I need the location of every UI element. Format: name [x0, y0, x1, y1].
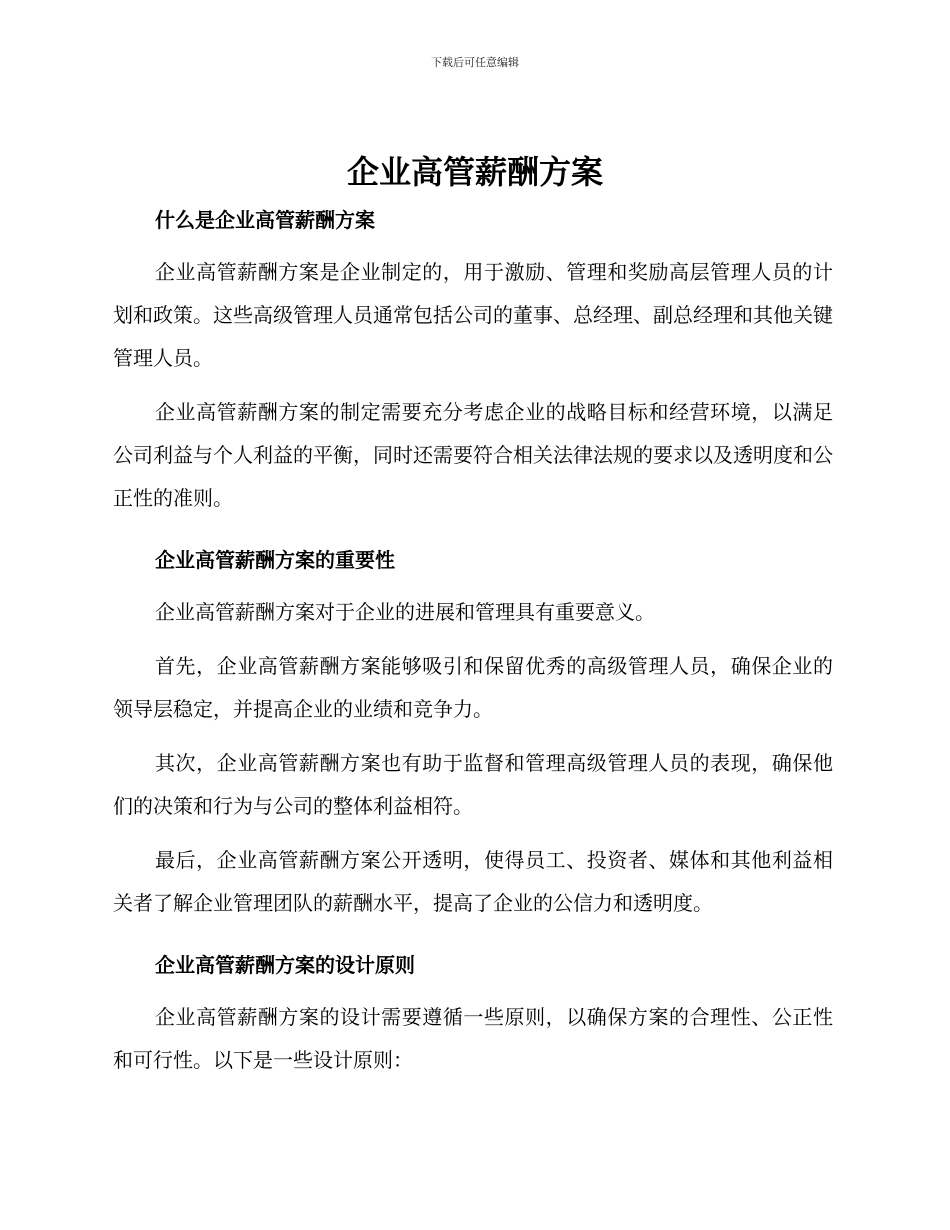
section-heading: 什么是企业高管薪酬方案 — [155, 208, 375, 232]
section-heading: 企业高管薪酬方案的设计原则 — [155, 953, 415, 977]
paragraph: 企业高管薪酬方案的制定需要充分考虑企业的战略目标和经营环境，以满足公司利益与个人利益的平衡，同时还需要符合相关法律法规的要求以及透明度和公正性的准则。 — [113, 400, 833, 510]
section-what-is — [113, 203, 833, 520]
paragraph: 企业高管薪酬方案对于企业的进展和管理具有重要意义。 — [155, 600, 655, 624]
section-heading: 企业高管薪酬方案的重要性 — [155, 548, 395, 572]
section-importance — [113, 543, 833, 925]
paragraph: 最后，企业高管薪酬方案公开透明，使得员工、投资者、媒体和其他利益相关者了解企业管理团队的薪酬水平，提高了企业的公信力和透明度。 — [113, 848, 833, 915]
header-note: 下载后可任意编辑 — [431, 56, 519, 69]
paragraph: 企业高管薪酬方案是企业制定的，用于激励、管理和奖励高层管理人员的计划和政策。这些高级管理人员通常包括公司的董事、总经理、副总经理和其他关键管理人员。 — [113, 260, 833, 370]
section-design-principles — [113, 948, 833, 1082]
paragraph: 其次，企业高管薪酬方案也有助于监督和管理高级管理人员的表现，确保他们的决策和行为与公司的整体利益相符。 — [113, 751, 833, 818]
document-body — [113, 203, 833, 1082]
paragraph: 首先，企业高管薪酬方案能够吸引和保留优秀的高级管理人员，确保企业的领导层稳定，并提高企业的业绩和竞争力。 — [113, 654, 833, 721]
page-title: 企业高管薪酬方案 — [346, 153, 603, 191]
paragraph: 企业高管薪酬方案的设计需要遵循一些原则，以确保方案的合理性、公正性和可行性。以下是一些设计原则： — [113, 1005, 833, 1072]
